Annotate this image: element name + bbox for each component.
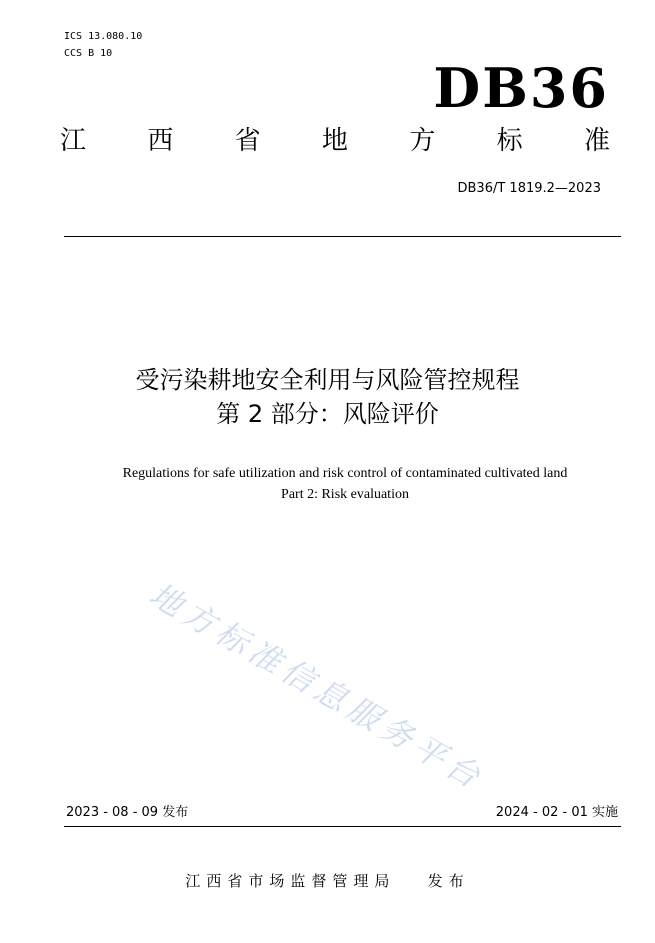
standard-type-char: 江 bbox=[60, 126, 87, 156]
implementation-date: 2024 - 02 - 01 实施 bbox=[495, 805, 618, 820]
ccs-code: CCS B 10 bbox=[64, 48, 113, 59]
standard-type-char: 西 bbox=[147, 126, 174, 156]
chinese-title-line2: 第 2 部分：风险评价 bbox=[216, 400, 439, 428]
english-title bbox=[0, 463, 655, 505]
standard-type-char: 准 bbox=[583, 126, 610, 156]
standard-number: DB36/T 1819.2—2023 bbox=[457, 181, 601, 196]
standard-type bbox=[60, 124, 610, 158]
chinese-title-line1: 受污染耕地安全利用与风险管控规程 bbox=[135, 366, 520, 394]
bottom-divider bbox=[64, 826, 621, 827]
watermark: 地方标准信息服务平台 bbox=[143, 575, 492, 799]
ics-code: ICS 13.080.10 bbox=[64, 31, 143, 42]
top-divider bbox=[64, 236, 621, 237]
issue-date: 2023 - 08 - 09 发布 bbox=[66, 805, 189, 820]
standard-type-char: 省 bbox=[234, 126, 261, 156]
chinese-title bbox=[0, 363, 655, 431]
english-title-line2: Part 2: Risk evaluation bbox=[281, 487, 409, 502]
standard-type-char: 方 bbox=[409, 126, 436, 156]
standard-mark: DB36 bbox=[433, 56, 609, 120]
classification-codes bbox=[64, 28, 142, 62]
standard-type-char: 标 bbox=[496, 126, 523, 156]
english-title-line1: Regulations for safe utilization and risk control of contaminated cultivated land bbox=[122, 466, 568, 481]
standard-type-char: 地 bbox=[321, 126, 348, 156]
publisher: 江西省市场监督管理局 发布 bbox=[185, 872, 470, 890]
